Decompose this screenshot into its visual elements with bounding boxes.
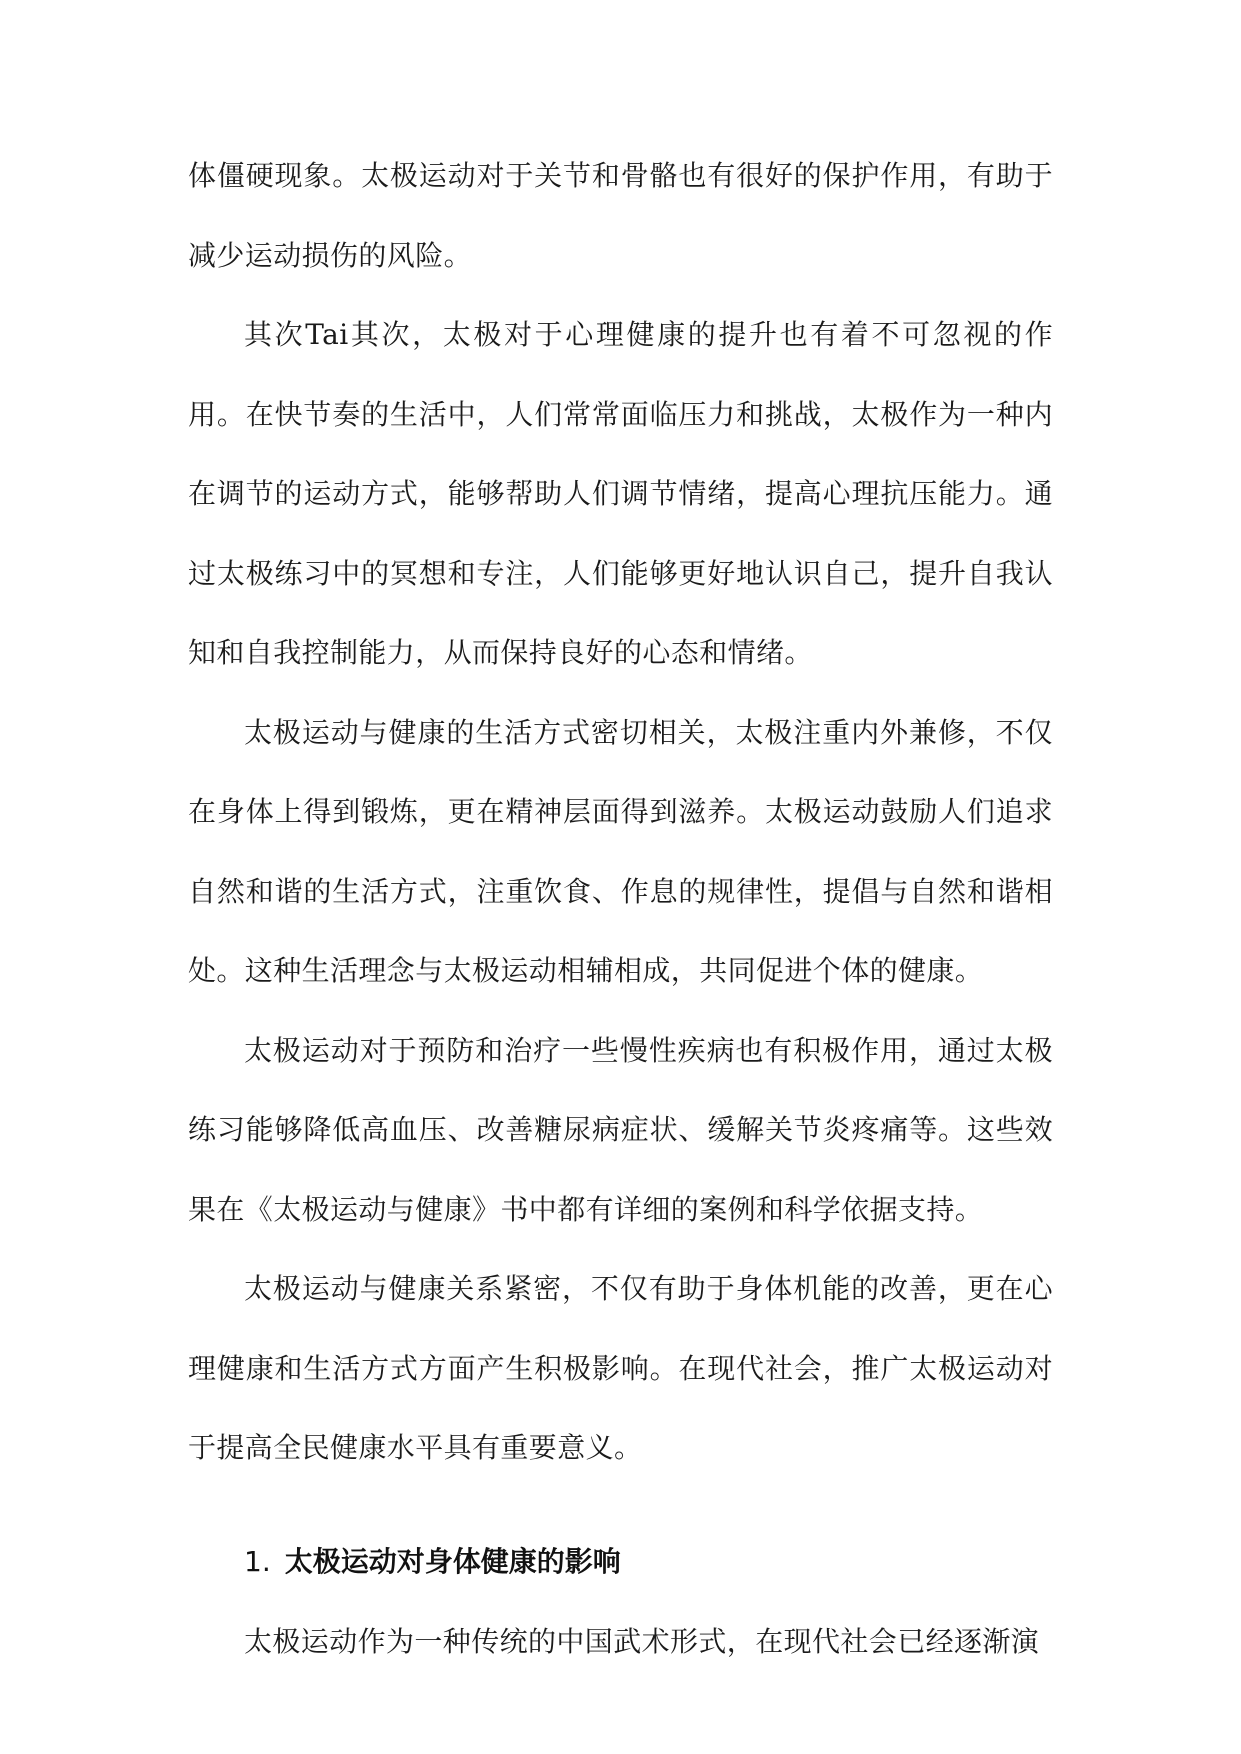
section-number: 1.: [244, 1544, 271, 1578]
paragraph-mental-health: 其次Tai其次，太极对于心理健康的提升也有着不可忽视的作用。在快节奏的生活中，人们常常面临压力和挑战，太极作为一种内在调节的运动方式，能够帮助人们调节情绪，提高心理抗压能力。通过太极练习中的冥想和专注，人们能够更好地认识自己，提升自我认知和自我控制能力，从而保持良好的心态和情绪。: [188, 318, 1053, 669]
paragraph-section-intro: 太极运动作为一种传统的中国武术形式，在现代社会已经逐渐演: [244, 1624, 1040, 1658]
section-title: 太极运动对身体健康的影响: [284, 1544, 621, 1578]
paragraph-continuation: 体僵硬现象。太极运动对于关节和骨骼也有很好的保护作用，有助于减少运动损伤的风险。: [188, 159, 1053, 272]
document-body: [188, 136, 1053, 1681]
section-heading: [188, 1522, 1053, 1602]
paragraph-chronic-disease: 太极运动对于预防和治疗一些慢性疾病也有积极作用，通过太极练习能够降低高血压、改善糖尿病症状、缓解关节炎疼痛等。这些效果在《太极运动与健康》书中都有详细的案例和科学依据支持。: [188, 1033, 1053, 1226]
paragraph-lifestyle: 太极运动与健康的生活方式密切相关，太极注重内外兼修，不仅在身体上得到锻炼，更在精神层面得到滋养。太极运动鼓励人们追求自然和谐的生活方式，注重饮食、作息的规律性，提倡与自然和谐相处。这种生活理念与太极运动相辅相成，共同促进个体的健康。: [188, 715, 1053, 987]
paragraph-summary: 太极运动与健康关系紧密，不仅有助于身体机能的改善，更在心理健康和生活方式方面产生积极影响。在现代社会，推广太极运动对于提高全民健康水平具有重要意义。: [188, 1272, 1053, 1464]
